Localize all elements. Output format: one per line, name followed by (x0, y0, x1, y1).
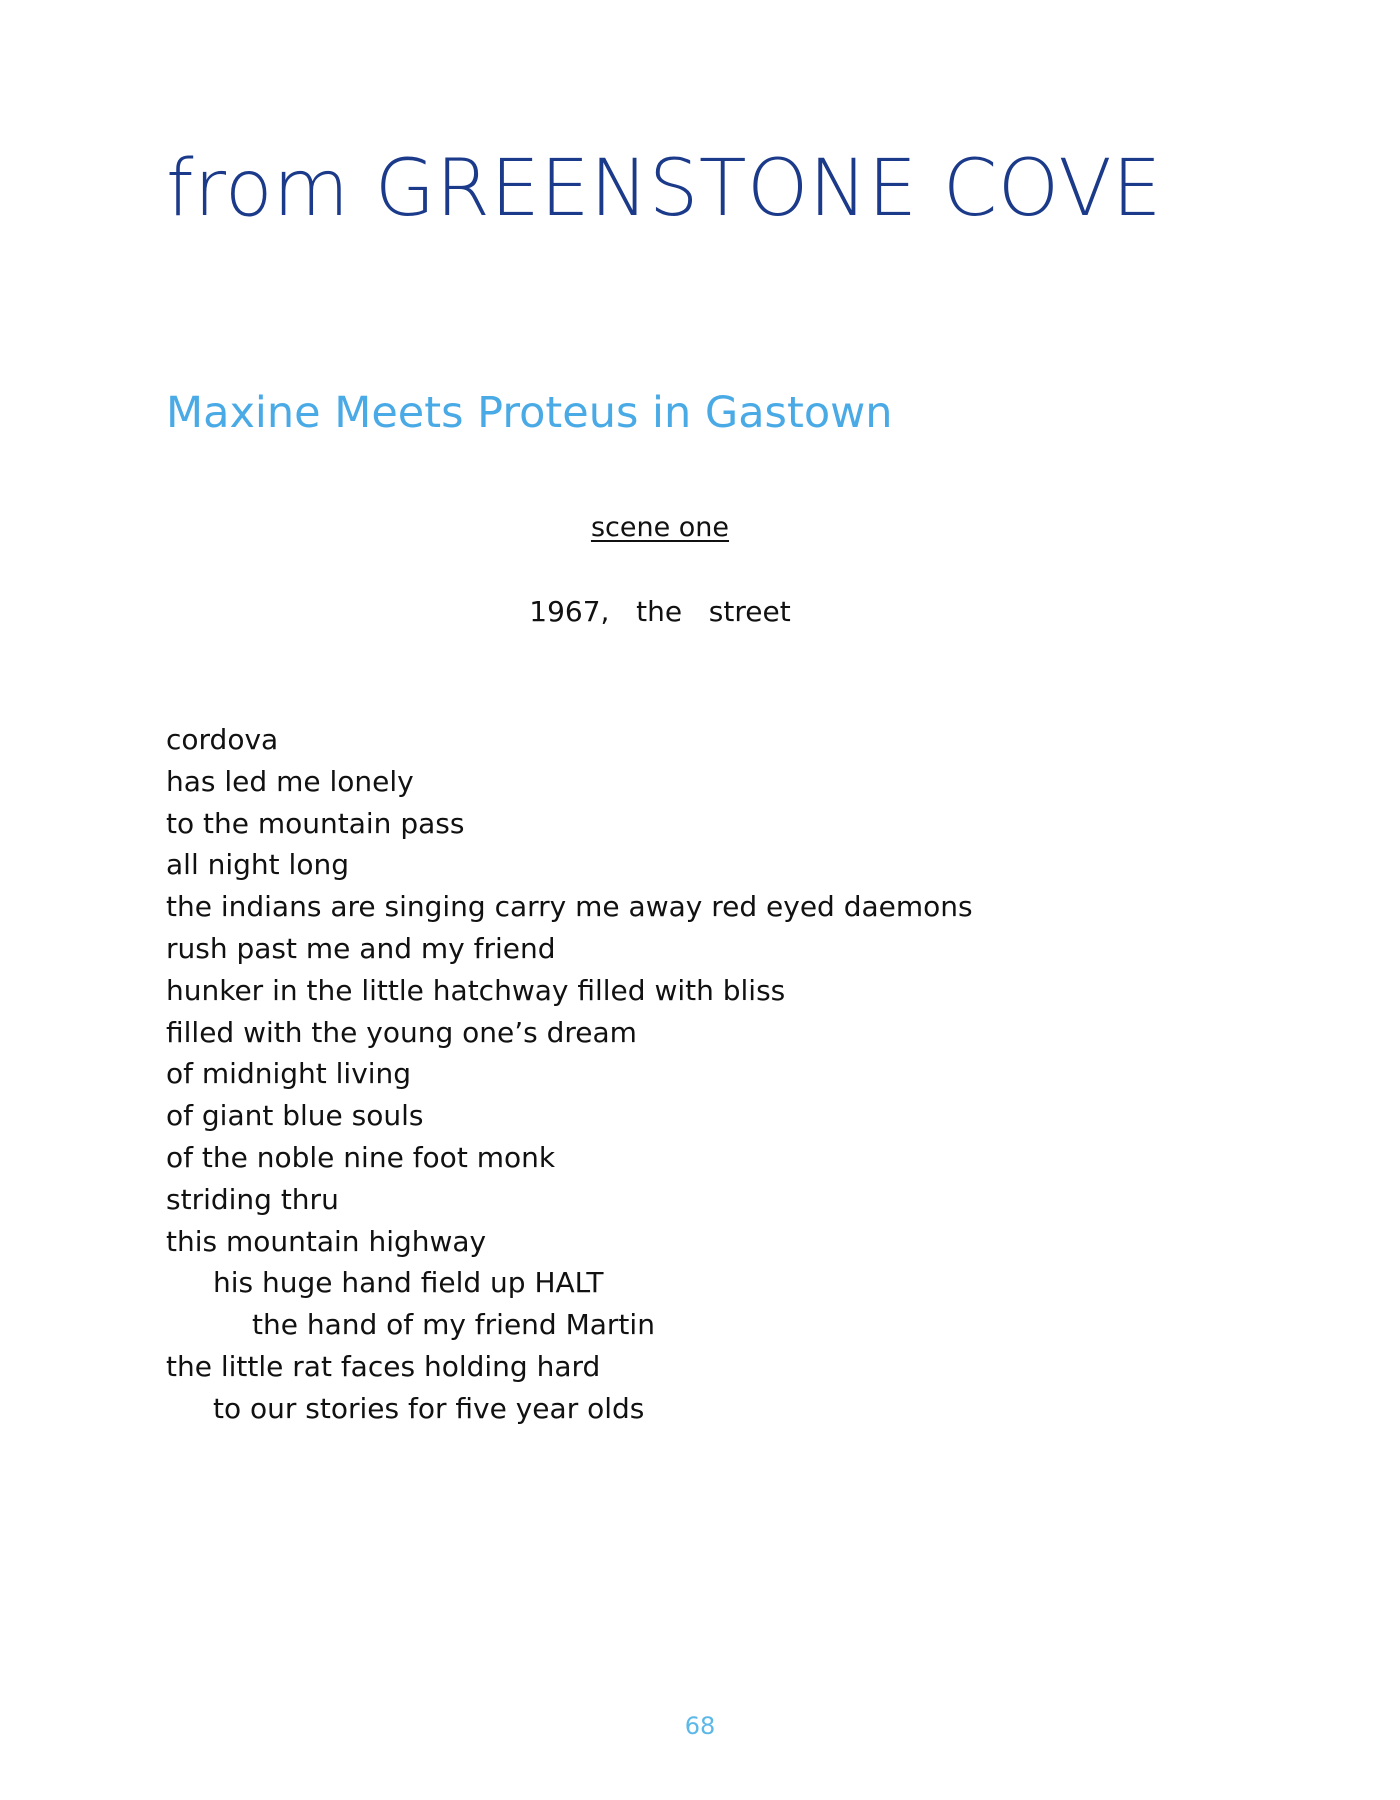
poem-line: of the noble nine foot monk (166, 1140, 556, 1174)
page-number: 68 (684, 1712, 716, 1740)
poem-line: to the mountain pass (166, 806, 465, 840)
poem-line: the little rat faces holding hard (166, 1349, 601, 1383)
scene-heading: scene one (590, 512, 730, 543)
poem-line: cordova (166, 723, 279, 756)
poem-body (166, 719, 973, 1430)
poem-line: of midnight living (166, 1057, 412, 1091)
poem-line: to our stories for five year olds (213, 1391, 645, 1425)
poem-line: this mountain highway (166, 1224, 487, 1258)
poem-title: Maxine Meets Proteus in Gastown (166, 388, 893, 438)
poem-line: of giant blue souls (166, 1099, 424, 1133)
poem-line: the indians are singing carry me away red eyed daemons (166, 890, 973, 924)
poem-line: striding thru (166, 1182, 339, 1216)
poem-line: his huge hand field up HALT (213, 1266, 604, 1300)
poem-line: has led me lonely (166, 764, 414, 798)
poem-line: the hand of my friend Martin (252, 1308, 655, 1342)
poem-line: hunker in the little hatchway filled with bliss (166, 973, 786, 1007)
section-title: from GREENSTONE COVE (166, 144, 1162, 234)
poem-line: all night long (166, 848, 349, 882)
poem-line: rush past me and my friend (166, 931, 556, 965)
poem-line: filled with the young one’s dream (166, 1015, 637, 1049)
scene-setting: 1967, the street (529, 595, 791, 628)
